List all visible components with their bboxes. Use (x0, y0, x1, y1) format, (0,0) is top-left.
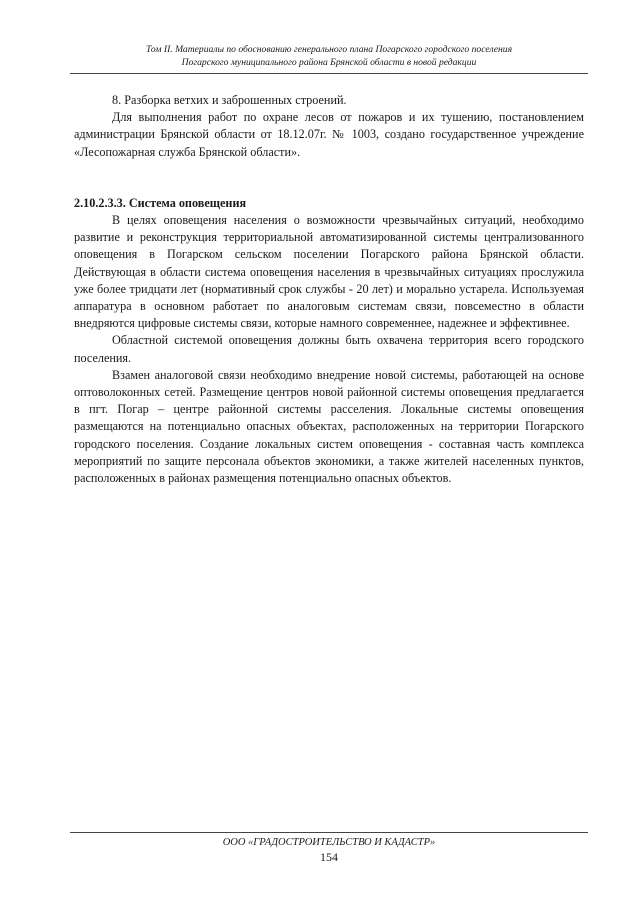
header-line-2: Погарского муниципального района Брянской области в новой редакции (181, 56, 477, 68)
footer-rule (70, 832, 588, 833)
body-text (74, 92, 584, 487)
footer-company: ООО «ГРАДОСТРОИТЕЛЬСТВО И КАДАСТР» (222, 837, 436, 848)
paragraph-3: Взамен аналоговой связи необходимо внедрение новой системы, работающей на основе оптоволоконных сетей. Размещение центров новой районной системы оповещения предлагается в пгт. Погар – центре районной системы расселения. Локальные системы оповещения размещаются на потенциально опасных объектах, расположенных на территории Погарского городского поселения. Создание локальных систем оповещения - составная часть комплекса мероприятий по защите персонала объектов экономики, а также жителей населенных пунктов, расположенных в районах размещения потенциально опасных объектов. (74, 367, 584, 486)
paragraph-fire-service: Для выполнения работ по охране лесов от пожаров и их тушению, постановлением администрации Брянской области от 18.12.07г. № 1003, создано государственное учреждение «Лесопожарная служба Брянской области». (74, 110, 584, 159)
section-heading: 2.10.2.3.3. Система оповещения (74, 195, 247, 210)
paragraph-2: Областной системой оповещения должны быть охвачена территория всего городского поселения. (74, 333, 584, 365)
list-item-8: 8. Разборка ветхих и заброшенных строений. (112, 93, 347, 107)
header-line-1: Том II. Материалы по обоснованию генерального плана Погарского городского поселения (145, 44, 513, 55)
paragraph-1: В целях оповещения населения о возможности чрезвычайных ситуаций, необходимо развитие и реконструкция территориальной автоматизированной системы централизованного оповещения в Погарском сельском поселении Погарского района Брянской области. Действующая в области система оповещения населения в чрезвычайных ситуациях прослужила уже более тридцати лет (нормативный срок службы - 20 лет) и морально устарела. Используемая аппаратура в основном работает по аналоговым системам связи, повсеместно в области внедряются цифровые системы связи, которые намного современнее, надежнее и эффективнее. (74, 213, 584, 331)
running-header (70, 44, 588, 69)
header-rule (70, 73, 588, 74)
page-number: 154 (320, 850, 338, 864)
